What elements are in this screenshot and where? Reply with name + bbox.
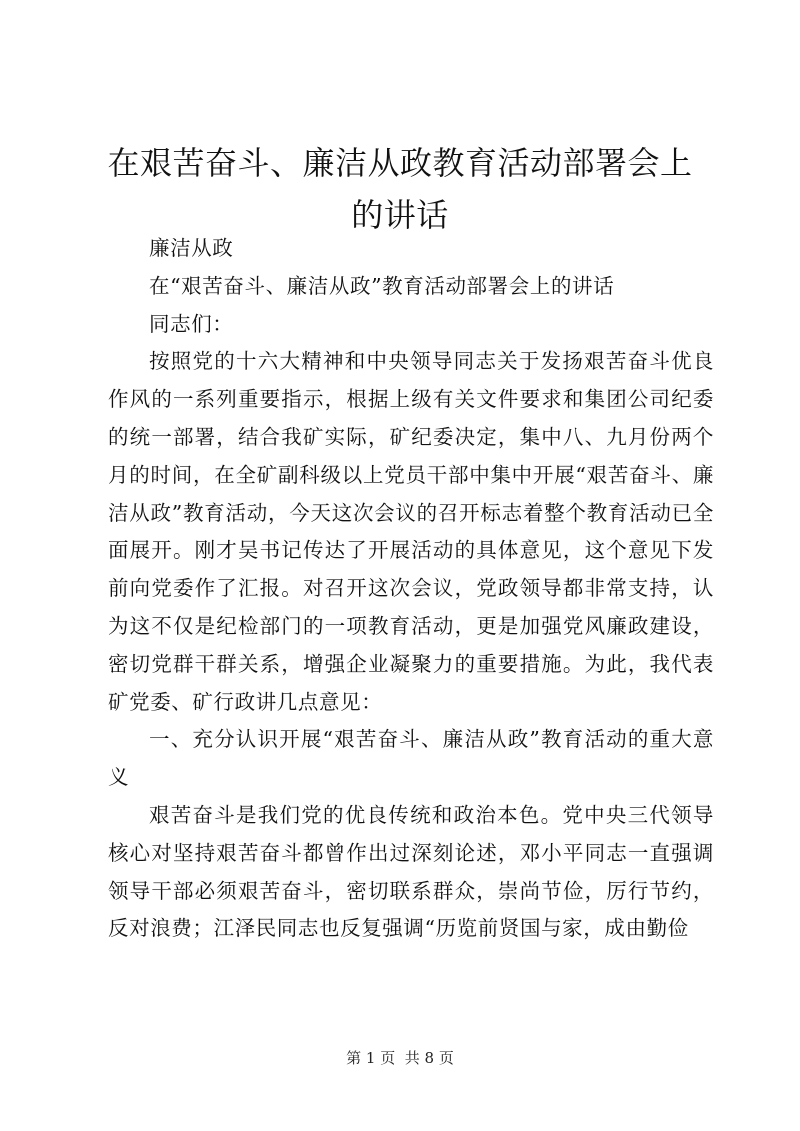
paragraph-subtitle: 在“艰苦奋斗、廉洁从政”教育活动部署会上的讲话 xyxy=(149,273,615,298)
document-title: 在艰苦奋斗、廉洁从政教育活动部署会上的讲话 xyxy=(107,144,693,234)
paragraph-salutation: 同志们： xyxy=(149,311,234,336)
paragraph-category: 廉洁从政 xyxy=(149,236,234,260)
page-footer xyxy=(0,1048,800,1068)
paragraph-intro: 按照党的十六大精神和中央领导同志关于发扬艰苦奋斗优良作风的一系列重要指示，根据上级有关文件要求和集团公司纪委的统一部署，结合我矿实际，矿纪委决定，集中八、九月份两个月的时间，在全矿副科级以上党员干部中集中开展“艰苦奋斗、廉洁从政”教育活动，今天这次会议的召开标志着整个教育活动已全面展开。刚才吴书记传达了开展活动的具体意见，这个意见下发前向党委作了汇报。对召开这次会议，党政领导都非常支持，认为这不仅是纪检部门的一项教育活动，更是加强党风廉政建设，密切党群干群关系，增强企业凝聚力的重要措施。为此，我代表矿党委、矿行政讲几点意见： xyxy=(108,349,714,714)
paragraph-section-heading: 一、充分认识开展“艰苦奋斗、廉洁从政”教育活动的重大意义 xyxy=(108,727,714,790)
paragraph-body: 艰苦奋斗是我们党的优良传统和政治本色。党中央三代领导核心对坚持艰苦奋斗都曾作出过深刻论述，邓小平同志一直强调领导干部必须艰苦奋斗，密切联系群众，崇尚节俭，厉行节约，反对浪费；江泽民同志也反复强调“历览前贤国与家，成由勤俭 xyxy=(108,802,714,941)
document-body xyxy=(108,230,714,948)
page-number: 第 1 页 共 8 页 xyxy=(346,1049,454,1067)
